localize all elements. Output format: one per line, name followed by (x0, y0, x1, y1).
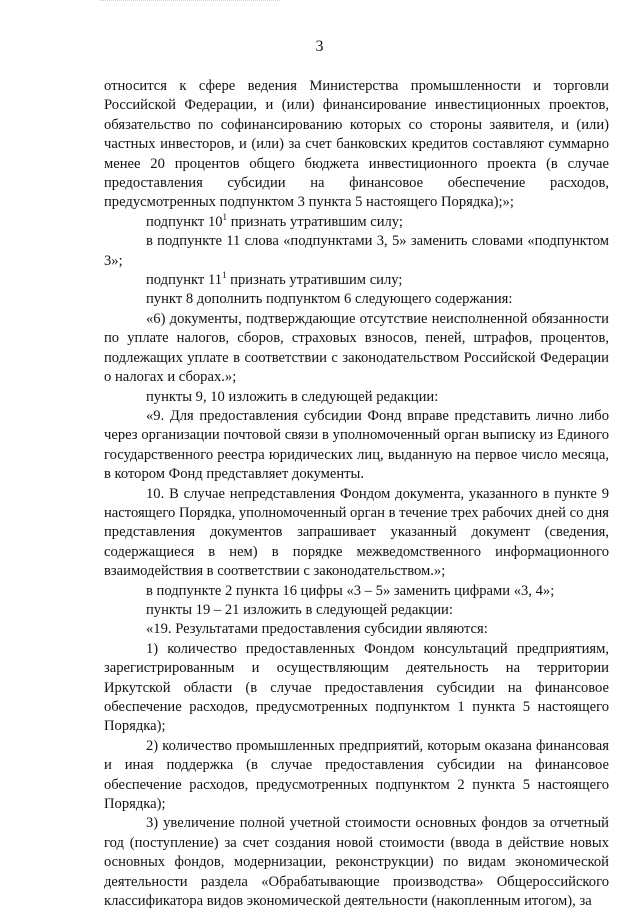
paragraph-continuation: относится к сфере ведения Министерства промышленности и торговли Российской Федерации, и (или) финансирование инвестиционных проектов, обязательство по софинансированию которых со стороны заявителя, и (или) частных инвесторов, и (или) за счет банковских кредитов составляют суммарно менее 20 процентов общего бюджета инвестиционного проекта (в случае предоставления субсидии на финансовое обеспечение расходов, предусмотренных подпунктом 3 пункта 5 настоящего Порядка);»; (104, 78, 609, 211)
paragraph-result-2: 2) количество промышленных предприятий, которым оказана финансовая и иная поддержка (в случае предоставления субсидии на финансовое обеспечение расходов, предусмотренных подпунктом 2 пункта 5 настоящего Порядка); (104, 737, 609, 813)
superscript: 1 (222, 211, 228, 222)
paragraph-subpoint-10-1 (104, 213, 609, 232)
paragraph-item-19: «19. Результатами предоставления субсидии являются: (146, 621, 488, 638)
paragraph-subpoint-11-1 (104, 271, 609, 290)
page-number: 3 (315, 38, 324, 55)
paragraph-text: признать утратившим силу; (226, 272, 403, 289)
paragraph-text: подпункт 10 (146, 213, 223, 230)
scan-artifact (100, 0, 280, 3)
paragraph-item-9: «9. Для предоставления субсидии Фонд вправе представить лично либо через организации почтовой связи в уполномоченный орган выписку из Единого государственного реестра юридических лиц, выданную на первое число месяца, в котором Фонд представляет документы. (104, 407, 609, 483)
paragraph-text: подпункт 11 (146, 272, 223, 289)
paragraph-subpoint-6: «6) документы, подтверждающие отсутствие неисполненной обязанности по уплате налогов, сборов, страховых взносов, пеней, штрафов, процентов, подлежащих уплате в соответствии с законодательством Российской Федерации о налогах и сборах.»; (104, 310, 609, 386)
superscript: 1 (222, 270, 227, 281)
paragraph-points-19-21: пункты 19 – 21 изложить в следующей редакции: (146, 601, 453, 618)
paragraph-points-9-10: пункты 9, 10 изложить в следующей редакции: (146, 388, 439, 405)
document-body (104, 77, 609, 911)
paragraph-point-16: в подпункте 2 пункта 16 цифры «3 – 5» заменить цифрами «3, 4»; (146, 582, 555, 599)
paragraph-subpoint-11: в подпункте 11 слова «подпунктами 3, 5» заменить словами «подпунктом 3»; (104, 233, 609, 269)
paragraph-point-8: пункт 8 дополнить подпунктом 6 следующего содержания: (146, 291, 513, 308)
paragraph-item-10: 10. В случае непредставления Фондом документа, указанного в пункте 9 настоящего Порядка, уполномоченный орган в течение трех рабочих дней со дня представления документов запрашивает указанный документ (сведения, содержащиеся в нем) в порядке межведомственного информационного взаимодействия в соответствии с законодательством.»; (104, 485, 610, 580)
paragraph-text: признать утратившим силу; (227, 213, 403, 230)
paragraph-result-3: 3) увеличение полной учетной стоимости основных фондов за отчетный год (поступление) за счет создания новой стоимости (ввода в действие новых основных фондов, модернизации, реконструкции) по видам экономической деятельности раздела «Обрабатывающие производства» Общероссийского классификатора видов экономической деятельности (накопленным итогом), за (104, 815, 609, 910)
paragraph-result-1: 1) количество предоставленных Фондом консультаций предприятиям, зарегистрированным и осуществляющим деятельность на территории Иркутской области (в случае предоставления субсидии на финансовое обеспечение расходов, предусмотренных подпунктом 1 пункта 5 настоящего Порядка); (104, 640, 609, 735)
